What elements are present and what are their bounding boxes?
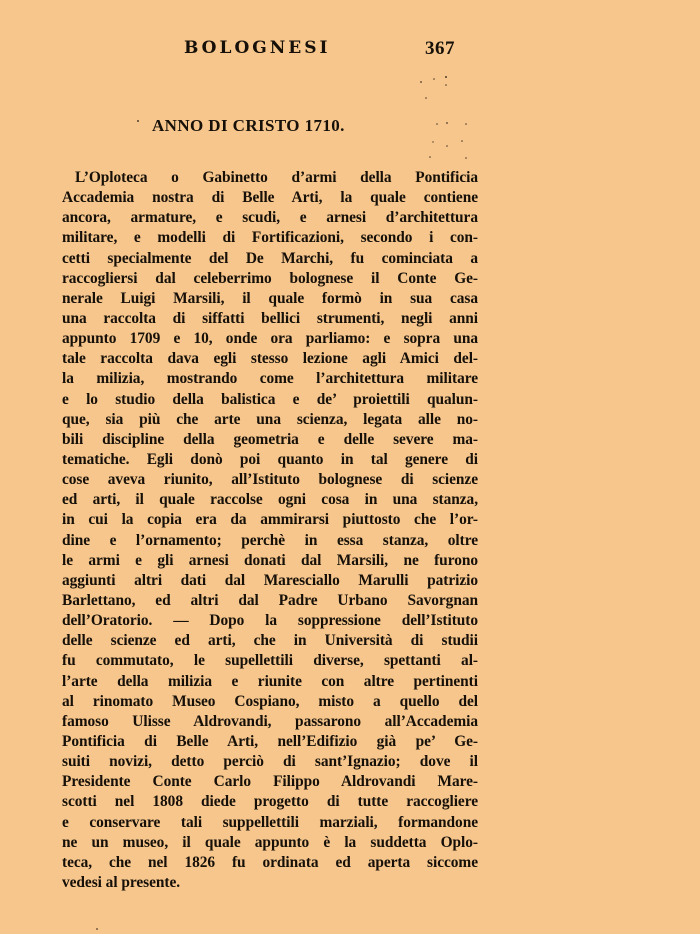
text-line: aggiunti altri dati dal Maresciallo Marulli patrizio <box>62 571 478 589</box>
text-line: dell’Oratorio. — Dopo la soppressione dell’Istituto <box>62 612 478 630</box>
text-line: ancora, armature, e scudi, e arnesi d’architettura <box>62 209 478 227</box>
text-line: al rinomato Museo Cospiano, misto a quello del <box>62 692 478 710</box>
text-line: cetti specialmente del De Marchi, fu cominciata a <box>62 249 478 267</box>
text-line: delle scienze ed arti, che in Università di studii <box>62 632 478 650</box>
text-line: Barlettano, ed altri dal Padre Urbano Savorgnan <box>62 591 478 609</box>
page-number: 367 <box>425 38 455 59</box>
text-line: e lo studio della balistica e de’ proiettili qualun- <box>62 390 478 408</box>
text-line: Accademia nostra di Belle Arti, la quale contiene <box>62 189 478 207</box>
text-line: l’arte della milizia e riunite con altre pertinenti <box>62 672 478 690</box>
text-line: le armi e gli arnesi donati dal Marsili, ne furono <box>62 551 478 569</box>
text-line: tematiche. Egli donò poi quanto in tal genere di <box>62 450 478 468</box>
text-line: appunto 1709 e 10, onde ora parliamo: e sopra una <box>62 330 478 348</box>
running-title: BOLOGNESI <box>184 38 331 58</box>
text-line: militare, e modelli di Fortificazioni, secondo i con- <box>62 229 478 247</box>
text-line: raccogliersi dal celeberrimo bolognese il Conte Ge- <box>62 269 478 287</box>
text-line: que, sia più che arte una scienza, legata alle no- <box>62 410 478 428</box>
text-line: tale raccolta dava egli stesso lezione agli Amici del- <box>62 350 478 368</box>
text-line: teca, che nel 1826 fu ordinata ed aperta siccome <box>62 853 478 871</box>
text-line: una raccolta di siffatti bellici strumenti, negli anni <box>62 309 478 327</box>
text-line: suiti novizi, detto perciò di sant’Ignazio; dove il <box>62 753 478 771</box>
text-line: famoso Ulisse Aldrovandi, passarono all’Accademia <box>62 712 478 730</box>
text-line: fu commutato, le supellettili diverse, spettanti al- <box>62 652 478 670</box>
text-line: ed arti, il quale raccolse ogni cosa in una stanza, <box>62 491 478 509</box>
text-line: dine e l’ornamento; perchè in essa stanza, oltre <box>62 531 478 549</box>
text-line: la milizia, mostrando come l’architettura militare <box>62 370 478 388</box>
text-line: ne un museo, il quale appunto è la suddetta Oplo- <box>62 833 478 851</box>
text-line: bili discipline della geometria e delle severe ma- <box>62 430 478 448</box>
text-line: Pontificia di Belle Arti, nell’Edifizio già pe’ Ge- <box>62 732 478 750</box>
text-line: scotti nel 1808 diede progetto di tutte raccogliere <box>62 793 478 811</box>
text-line: in cui la copia era da ammirarsi piuttosto che l’or- <box>62 511 478 529</box>
text-line: L’Oploteca o Gabinetto d’armi della Pontificia <box>75 169 478 186</box>
text-line: nerale Luigi Marsili, il quale formò in sua casa <box>62 289 478 307</box>
text-line: cose aveva riunito, all’Istituto bolognese di scienze <box>62 471 478 489</box>
text-line: Presidente Conte Carlo Filippo Aldrovandi Mare- <box>62 773 478 791</box>
text-line: vedesi al presente. <box>62 873 181 891</box>
text-line: e conservare tali suppellettili marziali, formandone <box>62 813 478 831</box>
section-heading: ANNO DI CRISTO 1710. <box>152 116 345 135</box>
